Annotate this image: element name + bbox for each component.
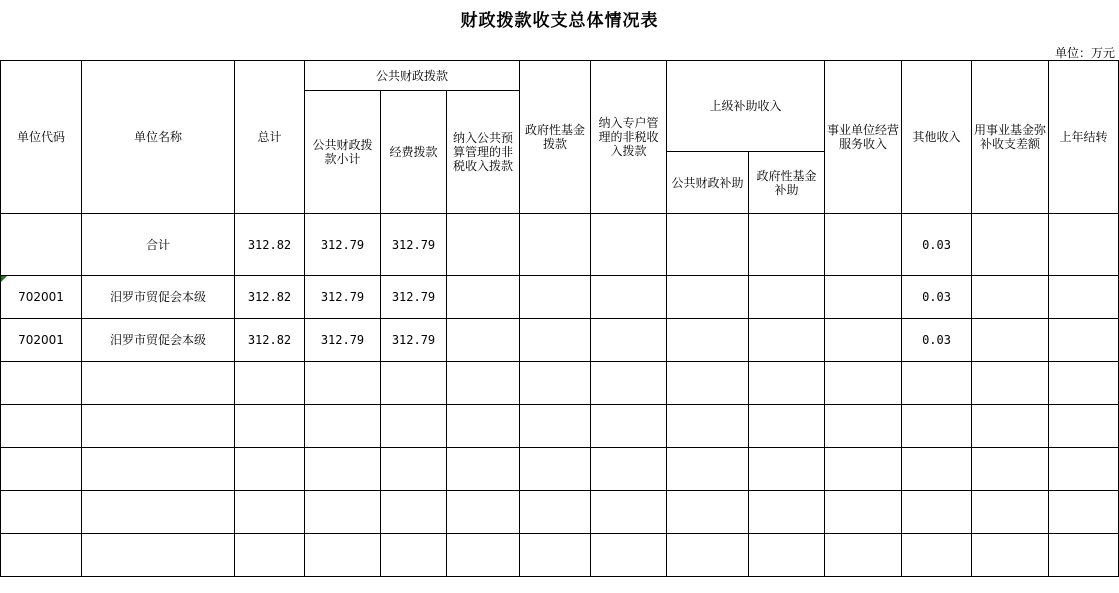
table-cell[interactable] [447, 534, 520, 577]
table-cell[interactable] [520, 319, 591, 362]
table-cell[interactable]: 312.79 [305, 319, 381, 362]
table-cell[interactable] [825, 362, 902, 405]
table-cell[interactable] [825, 214, 902, 276]
table-cell[interactable] [591, 319, 667, 362]
table-cell[interactable]: 312.79 [381, 319, 447, 362]
table-cell[interactable] [591, 362, 667, 405]
table-cell[interactable] [591, 491, 667, 534]
header-public-finance: 公共财政拨款 [305, 61, 520, 91]
table-cell[interactable] [1049, 214, 1119, 276]
table-body [1, 214, 1119, 577]
header-carryover: 上年结转 [1049, 61, 1119, 214]
table-cell[interactable] [667, 491, 749, 534]
table-cell[interactable] [825, 448, 902, 491]
table-cell[interactable] [305, 362, 381, 405]
table-cell[interactable] [1, 214, 82, 276]
table-cell[interactable] [447, 319, 520, 362]
table-cell[interactable] [591, 214, 667, 276]
table-cell[interactable] [381, 362, 447, 405]
table-cell[interactable] [447, 362, 520, 405]
table-cell[interactable] [667, 276, 749, 319]
table-cell[interactable] [902, 405, 972, 448]
header-unit-name: 单位名称 [82, 61, 235, 214]
table-cell[interactable] [1049, 534, 1119, 577]
table-cell[interactable] [972, 534, 1049, 577]
table-cell[interactable]: 312.82 [235, 214, 305, 276]
table-cell[interactable]: 0.03 [902, 214, 972, 276]
table-cell[interactable] [447, 276, 520, 319]
table-cell[interactable] [825, 276, 902, 319]
header-fund-balance: 用事业基金弥补收支差额 [972, 61, 1049, 214]
table-cell[interactable] [447, 491, 520, 534]
table-cell[interactable] [1, 448, 82, 491]
table-cell[interactable]: 312.79 [305, 214, 381, 276]
table-cell[interactable]: 312.79 [381, 214, 447, 276]
table-cell[interactable] [902, 448, 972, 491]
table-cell[interactable] [591, 276, 667, 319]
table-cell[interactable]: 0.03 [902, 276, 972, 319]
table-cell[interactable] [1049, 491, 1119, 534]
table-cell[interactable] [82, 534, 235, 577]
table-cell[interactable] [520, 276, 591, 319]
table-cell[interactable] [235, 405, 305, 448]
header-special-nontax: 纳入专户管理的非税收入拨款 [591, 61, 667, 214]
table-row [1, 276, 1119, 319]
table-cell[interactable] [749, 319, 825, 362]
table-cell[interactable]: 汨罗市贸促会本级 [82, 319, 235, 362]
table-cell[interactable] [749, 362, 825, 405]
table-cell[interactable] [667, 214, 749, 276]
page-title: 财政拨款收支总体情况表 [460, 11, 659, 31]
table-cell[interactable] [305, 534, 381, 577]
table-cell[interactable] [749, 448, 825, 491]
table-cell[interactable] [1, 534, 82, 577]
table-cell[interactable] [749, 534, 825, 577]
table-cell[interactable] [972, 491, 1049, 534]
table-cell[interactable] [235, 491, 305, 534]
table-cell[interactable]: 0.03 [902, 319, 972, 362]
table-cell[interactable] [749, 405, 825, 448]
table-cell[interactable]: 312.79 [381, 276, 447, 319]
table-cell[interactable] [82, 362, 235, 405]
table-row [1, 214, 1119, 276]
table-cell[interactable] [972, 448, 1049, 491]
header-business-income: 事业单位经营服务收入 [825, 61, 902, 214]
cell-comment-marker [1, 276, 7, 282]
table-cell[interactable] [667, 319, 749, 362]
table-row [1, 534, 1119, 577]
table-cell[interactable]: 702001 [1, 319, 82, 362]
table-cell[interactable] [305, 491, 381, 534]
header-public-finance-subsidy: 公共财政补助 [667, 152, 749, 214]
unit-label: 单位：万元 [1054, 46, 1115, 60]
table-cell[interactable] [381, 534, 447, 577]
header-nontax-budget: 纳入公共预算管理的非税收入拨款 [447, 91, 520, 214]
table-cell[interactable]: 312.82 [235, 276, 305, 319]
table-cell[interactable]: 312.82 [235, 319, 305, 362]
table-row [1, 362, 1119, 405]
table-cell[interactable] [749, 491, 825, 534]
table-cell[interactable] [447, 405, 520, 448]
table-cell[interactable] [82, 405, 235, 448]
table-cell[interactable] [447, 448, 520, 491]
header-public-finance-subtotal: 公共财政拨款小计 [305, 91, 381, 214]
table-cell[interactable] [972, 319, 1049, 362]
header-gov-fund-subsidy: 政府性基金补助 [749, 152, 825, 214]
table-cell[interactable] [235, 534, 305, 577]
table-row [1, 405, 1119, 448]
table-cell[interactable] [381, 405, 447, 448]
table-cell[interactable]: 312.79 [305, 276, 381, 319]
table-cell[interactable] [972, 405, 1049, 448]
table-cell[interactable]: 702001 [1, 276, 82, 319]
table-cell[interactable] [1049, 405, 1119, 448]
table-cell[interactable] [591, 534, 667, 577]
table-cell[interactable] [667, 362, 749, 405]
table-cell[interactable] [520, 214, 591, 276]
table-cell[interactable] [825, 319, 902, 362]
table-cell[interactable] [591, 405, 667, 448]
table-cell[interactable] [1, 362, 82, 405]
table-cell[interactable] [902, 534, 972, 577]
table-cell[interactable] [82, 448, 235, 491]
header-unit-code: 单位代码 [1, 61, 82, 214]
finance-table [0, 60, 1119, 577]
table-cell[interactable] [667, 405, 749, 448]
table-cell[interactable] [447, 214, 520, 276]
header-total: 总计 [235, 61, 305, 214]
table-cell[interactable] [520, 448, 591, 491]
table-cell[interactable] [667, 448, 749, 491]
header-expense-allocation: 经费拨款 [381, 91, 447, 214]
table-cell[interactable] [520, 362, 591, 405]
table-cell[interactable] [825, 405, 902, 448]
table-cell[interactable] [1049, 362, 1119, 405]
table-cell[interactable] [520, 491, 591, 534]
table-cell[interactable] [972, 362, 1049, 405]
table-cell[interactable] [749, 276, 825, 319]
table-cell[interactable] [972, 214, 1049, 276]
table-cell[interactable] [381, 448, 447, 491]
table-row [1, 491, 1119, 534]
table-cell[interactable] [972, 276, 1049, 319]
table-cell[interactable] [520, 534, 591, 577]
table-cell[interactable] [591, 448, 667, 491]
table-cell[interactable] [1, 491, 82, 534]
table-cell[interactable] [749, 214, 825, 276]
table-cell[interactable] [825, 491, 902, 534]
header-superior-subsidy: 上级补助收入 [667, 61, 825, 152]
table-cell[interactable] [305, 448, 381, 491]
table-cell[interactable]: 汨罗市贸促会本级 [82, 276, 235, 319]
table-cell[interactable] [235, 448, 305, 491]
table-cell[interactable] [1049, 448, 1119, 491]
header-gov-fund: 政府性基金拨款 [520, 61, 591, 214]
table-cell[interactable] [1, 405, 82, 448]
table-cell[interactable] [902, 362, 972, 405]
table-cell[interactable] [235, 362, 305, 405]
header-other-income: 其他收入 [902, 61, 972, 214]
table-cell[interactable]: 合计 [82, 214, 235, 276]
table-cell[interactable] [902, 491, 972, 534]
table-cell[interactable] [520, 405, 591, 448]
table-cell[interactable] [82, 491, 235, 534]
table-cell[interactable] [825, 534, 902, 577]
table-cell[interactable] [305, 405, 381, 448]
table-cell[interactable] [1049, 319, 1119, 362]
table-cell[interactable] [381, 491, 447, 534]
table-cell[interactable] [667, 534, 749, 577]
table-cell[interactable] [1049, 276, 1119, 319]
table-row [1, 319, 1119, 362]
table-row [1, 448, 1119, 491]
